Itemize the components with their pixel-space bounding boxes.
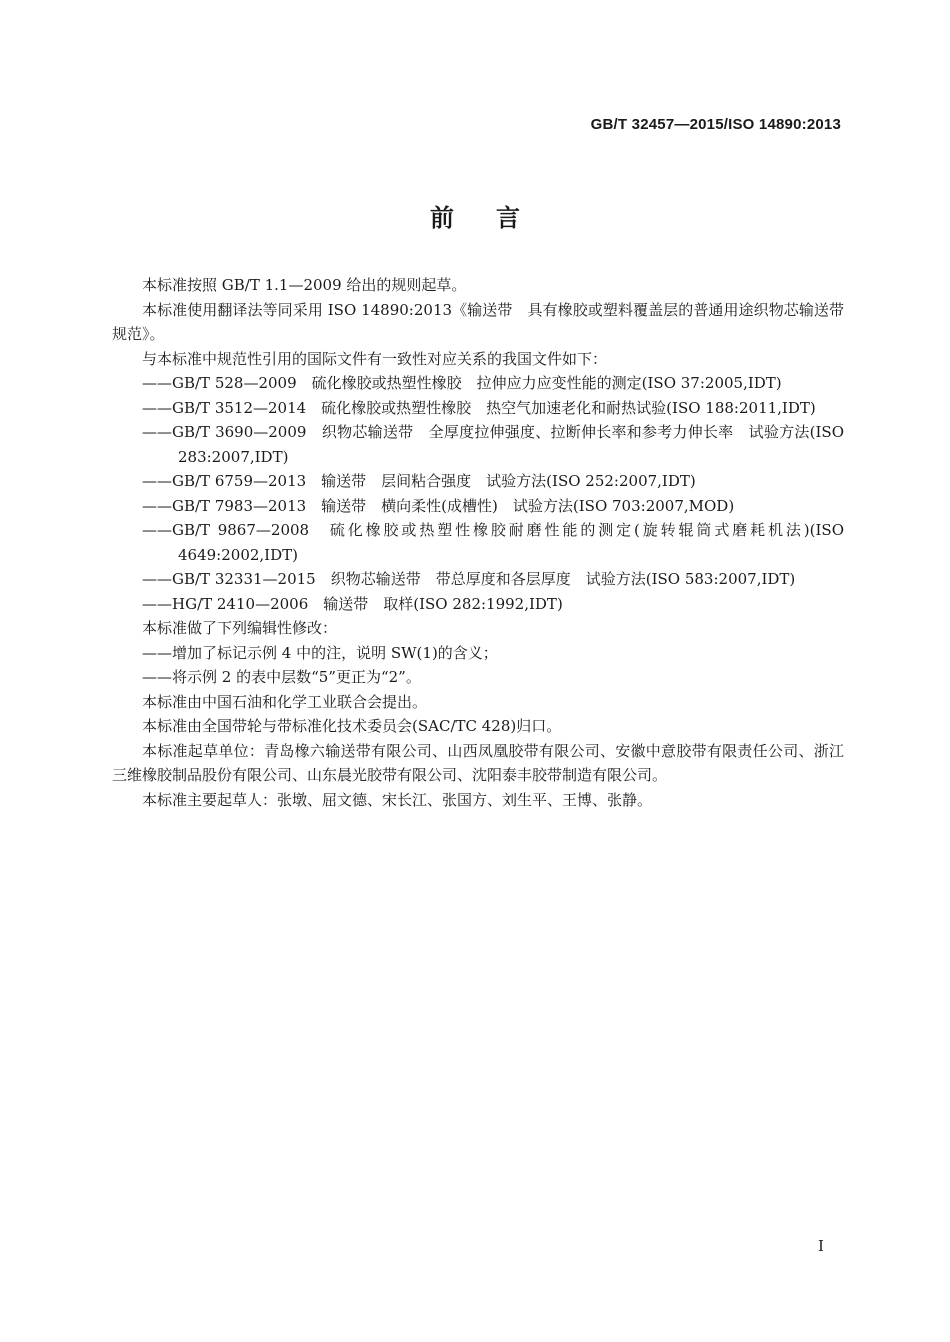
paragraph-references-intro: 与本标准中规范性引用的国际文件有一致性对应关系的我国文件如下： [142,349,608,368]
reference-list [112,371,844,616]
paragraph-adoption: 本标准使用翻译法等同采用 ISO 14890:2013《输送带 具有橡胶或塑料覆盖层的普通用途织物芯输送带规范》。 [112,300,844,343]
paragraph-committee: 本标准由全国带轮与带标准化技术委员会(SAC/TC 428)归口。 [142,717,562,735]
reference-item: ——HG/T 2410—2006 输送带 取样(ISO 282:1992,IDT) [142,594,563,613]
reference-item: ——GB/T 6759—2013 输送带 层间粘合强度 试验方法(ISO 252:2007,IDT) [142,472,696,490]
paragraph-drafting-units: 本标准起草单位：青岛橡六输送带有限公司、山西凤凰胶带有限公司、安徽中意胶带有限责任公司、浙江三维橡胶制品股份有限公司、山东晨光胶带有限公司、沈阳泰丰胶带制造有限公司。 [112,741,844,784]
reference-item: ——GB/T 3512—2014 硫化橡胶或热塑性橡胶 热空气加速老化和耐热试验(ISO 188:2011,IDT) [142,398,816,417]
modification-item: ——增加了标记示例 4 中的注，说明 SW(1)的含义； [142,643,498,662]
modification-item: ——将示例 2 的表中层数“5”更正为“2”。 [142,668,421,686]
page-title: 前言 [430,204,562,232]
standard-code: GB/T 32457—2015/ISO 14890:2013 [590,116,841,133]
reference-item: ——GB/T 32331—2015 织物芯输送带 带总厚度和各层厚度 试验方法(ISO 583:2007,IDT) [142,570,796,588]
paragraph-proposer: 本标准由中国石油和化学工业联合会提出。 [142,692,428,711]
reference-item: ——GB/T 528—2009 硫化橡胶或热塑性橡胶 拉伸应力应变性能的测定(ISO 37:2005,IDT) [142,374,782,392]
page-number: I [818,1237,824,1255]
modification-list [112,641,844,690]
paragraph-drafting-rule: 本标准按照 GB/T 1.1—2009 给出的规则起草。 [142,276,467,294]
document-body [112,273,844,812]
reference-item: ——GB/T 9867—2008 硫化橡胶或热塑性橡胶耐磨性能的测定(旋转辊筒式磨耗机法)(ISO 4649:2002,IDT) [142,521,844,564]
reference-item: ——GB/T 3690—2009 织物芯输送带 全厚度拉伸强度、拉断伸长率和参考力伸长率 试验方法(ISO 283:2007,IDT) [142,423,844,466]
paragraph-modifications-intro: 本标准做了下列编辑性修改： [142,619,338,637]
paragraph-drafters: 本标准主要起草人：张墩、屈文德、宋长江、张国方、刘生平、王博、张静。 [142,790,653,809]
reference-item: ——GB/T 7983—2013 输送带 横向柔性(成槽性) 试验方法(ISO 703:2007,MOD) [142,496,735,515]
